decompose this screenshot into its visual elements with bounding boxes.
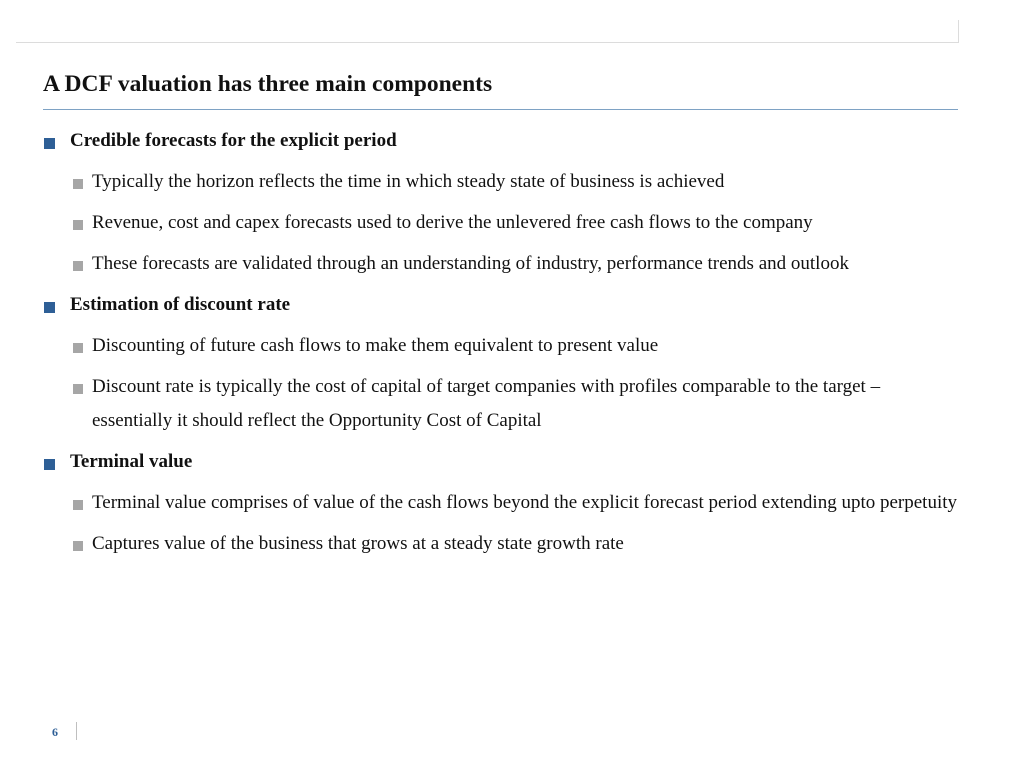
page-number: 6: [52, 725, 58, 739]
sub-point-text: Discount rate is typically the cost of capital of target companies with profiles comparable to the target – essentially it should reflect the Opportunity Cost of Capital: [92, 376, 881, 431]
square-bullet-icon: [44, 459, 55, 470]
sub-point: [43, 370, 961, 438]
top-divider-tick: [958, 20, 959, 43]
sub-point-text: Discounting of future cash flows to make them equivalent to present value: [92, 335, 659, 356]
section-heading-text: Terminal value: [70, 451, 193, 472]
section-heading-text: Estimation of discount rate: [70, 294, 291, 315]
section-heading-terminal-value: [43, 445, 961, 479]
title-underline: [43, 109, 958, 110]
sub-point: [43, 206, 961, 240]
square-bullet-icon: [44, 302, 55, 313]
square-sub-bullet-icon: [73, 384, 83, 394]
sub-point: [43, 329, 961, 363]
square-sub-bullet-icon: [73, 343, 83, 353]
square-sub-bullet-icon: [73, 500, 83, 510]
sub-point: [43, 247, 961, 281]
square-sub-bullet-icon: [73, 261, 83, 271]
section-heading-forecasts: [43, 124, 961, 158]
sub-point-text: These forecasts are validated through an understanding of industry, performance trends and outlook: [92, 253, 849, 274]
sub-point-text: Typically the horizon reflects the time in which steady state of business is achieved: [92, 171, 725, 192]
sub-point: [43, 486, 961, 520]
sub-point-text: Captures value of the business that grows at a steady state growth rate: [92, 533, 624, 554]
slide-title: A DCF valuation has three main components: [43, 71, 493, 97]
bullet-content: [43, 124, 961, 568]
top-divider: [16, 42, 958, 43]
sub-point-text: Revenue, cost and capex forecasts used to derive the unlevered free cash flows to the company: [92, 212, 813, 233]
square-bullet-icon: [44, 138, 55, 149]
sub-point-text: Terminal value comprises of value of the cash flows beyond the explicit forecast period extending upto perpetuity: [92, 492, 958, 513]
sub-point: [43, 165, 961, 199]
square-sub-bullet-icon: [73, 179, 83, 189]
square-sub-bullet-icon: [73, 541, 83, 551]
square-sub-bullet-icon: [73, 220, 83, 230]
section-heading-text: Credible forecasts for the explicit period: [70, 130, 397, 151]
sub-point: [43, 527, 961, 561]
section-heading-discount-rate: [43, 288, 961, 322]
footer-divider: [76, 722, 77, 740]
